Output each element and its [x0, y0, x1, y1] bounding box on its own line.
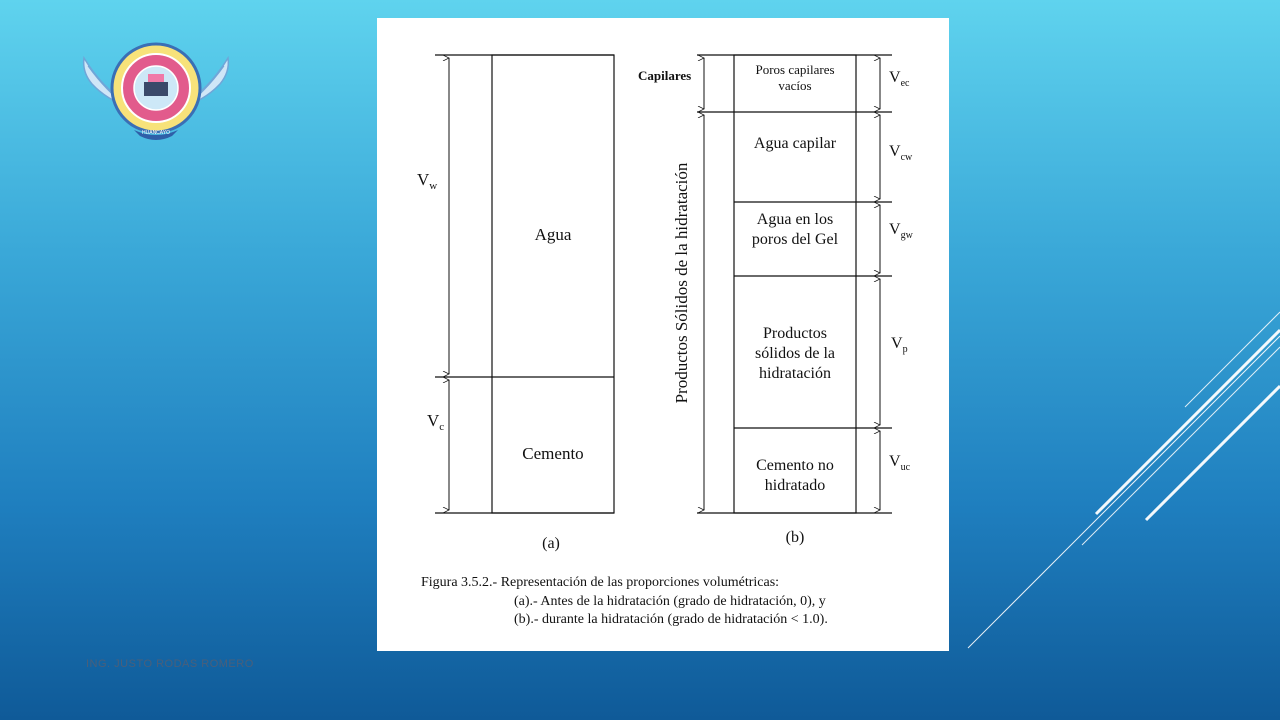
block-productos-line3: hidratación — [759, 365, 831, 382]
block-poros-line1: Poros capilares — [755, 62, 835, 77]
dim-label-vw: $V_w$ — [417, 170, 438, 192]
capilares-label: Capilares — [638, 68, 692, 83]
dim-label-vc: $V_c$ — [427, 411, 445, 433]
block-agua: Agua — [534, 225, 572, 244]
volumetric-proportions-diagram — [377, 18, 949, 651]
block-agua-capilar: Agua capilar — [753, 135, 837, 152]
caption-line-2: (a).- Antes de la hidratación (grado de hidratación, 0), y — [514, 594, 826, 609]
university-crest-icon — [74, 36, 238, 146]
block-productos-line1: Productos — [763, 325, 827, 342]
block-agua-gel-line1: Agua en los — [756, 211, 834, 228]
block-agua-gel-line2: poros del Gel — [751, 231, 839, 248]
panel-a-label: (a) — [542, 535, 560, 552]
caption-line-3: (b).- durante la hidratación (grado de hidratación < 1.0). — [514, 612, 828, 627]
dim-label-vcw: $V_{cw}$ — [889, 143, 913, 163]
productos-solidos-label: Productos Sólidos de la hidratación — [672, 162, 691, 404]
block-cemento: Cemento — [522, 444, 584, 463]
panel-b — [638, 55, 914, 546]
dim-label-vgw: $V_{gw}$ — [889, 221, 913, 241]
panel-b-label: (b) — [785, 529, 805, 546]
svg-text:HUANCAYO: HUANCAYO — [142, 130, 170, 136]
figure-card — [377, 18, 949, 651]
block-cemento-no-line2: hidratado — [764, 477, 826, 494]
dim-label-vuc: $V_{uc}$ — [889, 453, 911, 473]
panel-a — [417, 55, 614, 552]
block-poros-line2: vacíos — [778, 78, 812, 93]
dim-label-vp: $V_p$ — [891, 335, 908, 355]
block-productos-line2: sólidos de la — [755, 345, 835, 362]
block-cemento-no-line1: Cemento no — [756, 457, 834, 474]
dim-label-vec: $V_{ec}$ — [889, 69, 910, 89]
figure-caption — [421, 575, 828, 627]
caption-line-1: Figura 3.5.2.- Representación de las proporciones volumétricas: — [421, 575, 780, 590]
footer-author: ING. JUSTO RODAS ROMERO — [86, 658, 254, 670]
